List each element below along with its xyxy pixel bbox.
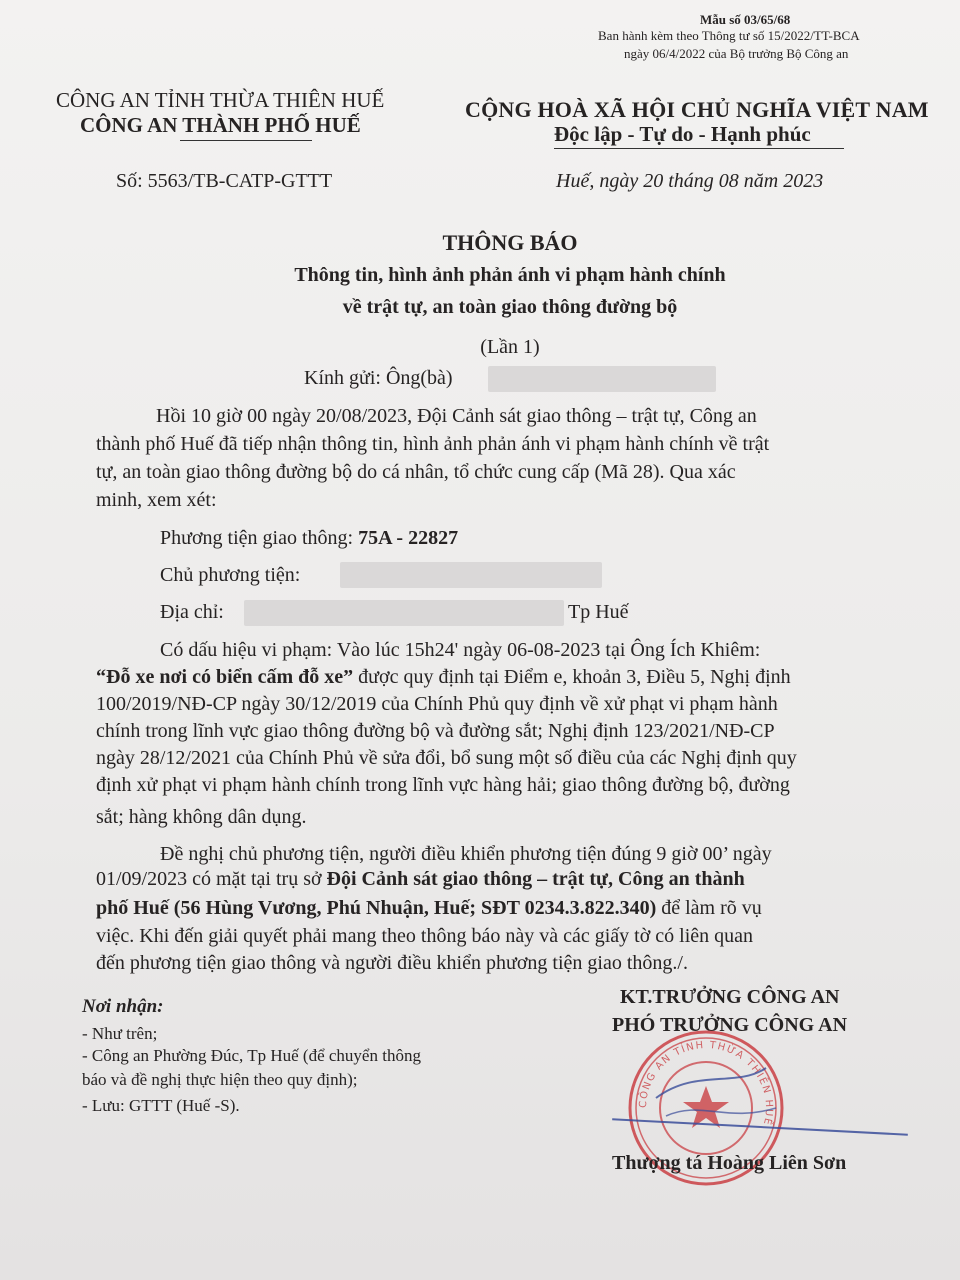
attempt-number: (Lần 1) [480,336,540,358]
request-line2 [96,868,745,891]
violation-legal-basis: được quy định tại Điểm e, khoản 3, Điều 5, Nghị định [353,666,791,688]
address-label: Địa chỉ: [160,601,224,623]
signer-title-line1: KT.TRƯỞNG CÔNG AN [620,986,840,1008]
request-line4: việc. Khi đến giải quyết phải mang theo thông báo này và các giấy tờ có liên quan [96,925,754,947]
redacted-addressee [488,366,716,392]
violation-line1: Có dấu hiệu vi phạm: Vào lúc 15h24' ngày 06-08-2023 tại Ông Ích Khiêm: [160,639,761,661]
request-line5: đến phương tiện giao thông và người điều khiển phương tiện giao thông./. [96,952,688,974]
agency-name: CÔNG AN THÀNH PHỐ HUẾ [80,113,361,137]
violation-line: định xử phạt vi phạm hành chính trong lĩnh vực hàng hải; giao thông đường bộ, đường [96,774,790,796]
address-city: Tp Huế [568,601,629,623]
redacted-owner [340,562,602,588]
signer-title-line2: PHÓ TRƯỞNG CÔNG AN [612,1014,848,1036]
agency-underline [180,140,312,141]
vehicle-line [160,527,458,550]
recipient-item: - Công an Phường Đúc, Tp Huế (để chuyển thông [82,1046,421,1065]
document-subtitle-line2: về trật tự, an toàn giao thông đường bộ [342,296,678,318]
request-line1: Đề nghị chủ phương tiện, người điều khiển phương tiện đúng 9 giờ 00’ ngày [160,843,772,865]
violation-line: ngày 28/12/2021 của Chính Phủ về sửa đổi, bổ sung một số điều của các Nghị định quy [96,747,797,769]
para1-line: thành phố Huế đã tiếp nhận thông tin, hình ảnh phản ánh vi phạm hành chính về trật [96,433,770,455]
addressee-label: Kính gửi: Ông(bà) [304,367,453,389]
para1-line: Hồi 10 giờ 00 ngày 20/08/2023, Đội Cảnh sát giao thông – trật tự, Công an [156,405,757,427]
motto-underline [554,148,844,149]
signer-name: Thượng tá Hoàng Liên Sơn [612,1152,847,1174]
document-title: THÔNG BÁO [442,230,578,255]
request-date-text: 01/09/2023 có mặt tại trụ sở [96,868,327,890]
recipient-item: báo và đề nghị thực hiện theo quy định); [82,1070,358,1089]
motto: Độc lập - Tự do - Hạnh phúc [554,122,811,146]
request-office: Đội Cảnh sát giao thông – trật tự, Công an thành [326,868,745,890]
request-purpose: để làm rõ vụ [656,897,762,919]
violation-line: 100/2019/NĐ-CP ngày 30/12/2019 của Chính Phủ quy định về xử phạt vi phạm hành [96,693,778,715]
request-office-address: phố Huế (56 Hùng Vương, Phú Nhuận, Huế; SĐT 0234.3.822.340) [96,897,657,919]
vehicle-label: Phương tiện giao thông: [160,527,359,549]
para1-line: minh, xem xét: [96,489,217,511]
owner-label: Chủ phương tiện: [160,564,301,586]
form-issued-line1: Ban hành kèm theo Thông tư số 15/2022/TT-BCA [598,28,860,43]
redacted-address [244,600,564,626]
violation-line2 [96,666,791,689]
violation-line: chính trong lĩnh vực giao thông đường bộ và đường sắt; Nghị định 123/2021/NĐ-CP [96,720,775,742]
recipient-item: - Lưu: GTTT (Huế -S). [82,1096,240,1115]
document-subtitle-line1: Thông tin, hình ảnh phản ánh vi phạm hành chính [294,264,726,286]
document-number: Số: 5563/TB-CATP-GTTT [116,170,333,192]
form-issued-line2: ngày 06/4/2022 của Bộ trưởng Bộ Công an [624,46,849,61]
place-date: Huế, ngày 20 tháng 08 năm 2023 [556,170,824,192]
agency-parent: CÔNG AN TỈNH THỪA THIÊN HUẾ [56,88,385,112]
violation-description: “Đỗ xe nơi có biển cấm đỗ xe” [96,666,354,688]
seal-text: CÔNG AN TỈNH THỪA THIÊN HUẾ [637,1039,775,1127]
nation-header: CỘNG HOÀ XÃ HỘI CHỦ NGHĨA VIỆT NAM [465,97,929,122]
violation-line: sắt; hàng không dân dụng. [96,806,307,828]
form-number: Mẫu số 03/65/68 [700,12,791,27]
vehicle-plate: 75A - 22827 [358,527,459,549]
recipient-item: - Như trên; [82,1024,158,1043]
recipients-title: Nơi nhận: [82,996,164,1017]
request-line3 [96,897,762,920]
para1-line: tự, an toàn giao thông đường bộ do cá nhân, tổ chức cung cấp (Mã 28). Qua xác [96,461,736,483]
